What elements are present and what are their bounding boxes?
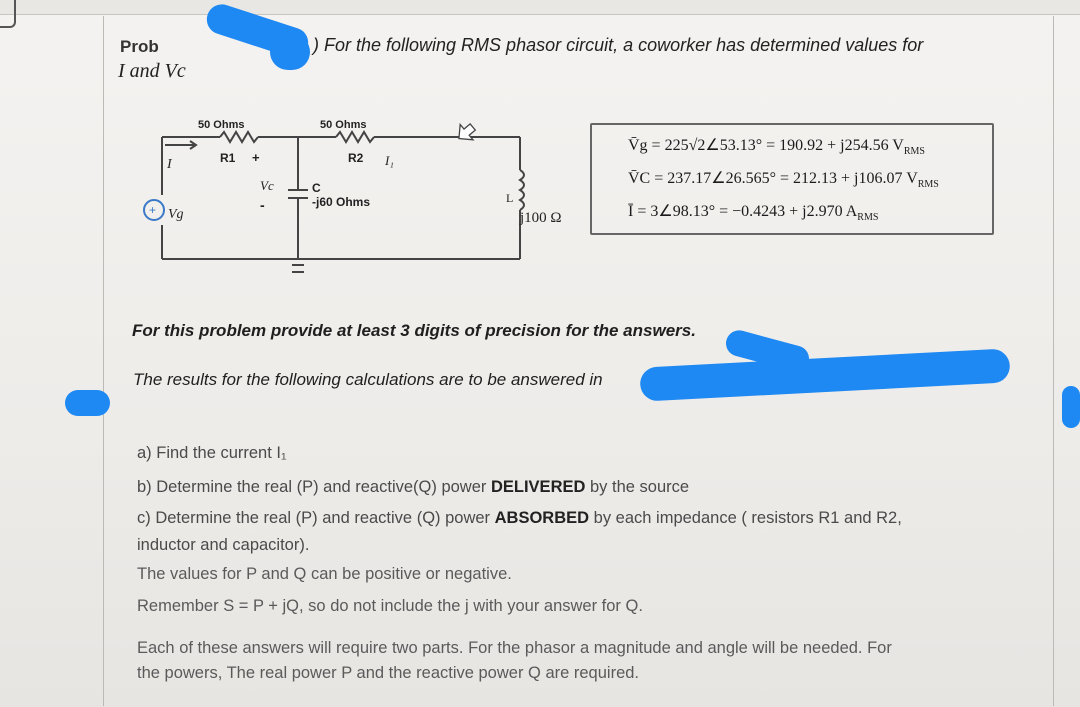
inductor-value: j100 Ω	[520, 210, 562, 226]
i-result: Ī = 3∠98.13° = −0.4243 + j2.970 $A_{RMS}$	[628, 203, 879, 224]
vc-label: Vc	[260, 178, 274, 193]
r1-value: 50 Ohms	[198, 119, 245, 131]
resistor-r2	[336, 132, 374, 142]
current-i1-label: I₁	[385, 153, 394, 168]
r2-value: 50 Ohms	[320, 119, 367, 131]
results-note: The results for the following calculations are to be answered in	[133, 370, 603, 389]
vg-result: V̄g = 225√2∠53.13° = 190.92 + j254.56 $V_{RMS}$	[628, 137, 925, 158]
redaction-mark-left	[65, 390, 110, 416]
capacitor-label: C	[312, 181, 321, 195]
current-i-label: I	[167, 157, 172, 172]
vc-minus-sign: -	[260, 197, 265, 213]
vc-plus-sign: +	[252, 150, 260, 165]
inductor-label: L	[506, 191, 514, 205]
inductor-l	[520, 170, 524, 210]
page-corner	[0, 0, 16, 28]
remember-note: Remember S = P + jQ, so do not include the j with your answer for Q.	[137, 597, 643, 615]
redaction-mark-top-tail	[270, 34, 310, 70]
vg-label: Vg	[168, 207, 184, 222]
question-b: b) Determine the real (P) and reactive(Q) power DELIVERED by the source	[137, 478, 690, 496]
unknowns-label: I and Vc	[118, 60, 186, 82]
capacitor-value: -j60 Ohms	[312, 195, 371, 209]
top-edge	[0, 0, 1080, 15]
problem-intro: ) For the following RMS phasor circuit, a coworker has determined values for	[313, 35, 924, 55]
question-a: a) Find the current I₁	[137, 444, 287, 462]
redaction-mark-edge	[1062, 386, 1080, 428]
results-box	[590, 123, 994, 235]
vc-result: V̄C = 237.17∠26.565° = 212.13 + j106.07 $V_{RMS}$	[628, 170, 939, 191]
circuit-diagram	[140, 110, 560, 295]
resistor-r1	[220, 132, 258, 142]
question-c: c) Determine the real (P) and reactive (Q) power ABSORBED by each impedance ( resistors R1 and R2,	[137, 509, 902, 527]
two-parts-note-line2: the powers, The real power P and the reactive power Q are required.	[137, 664, 640, 682]
r2-label: R2	[348, 151, 364, 165]
pq-sign-note: The values for P and Q can be positive or negative.	[137, 565, 512, 583]
two-parts-note-line1: Each of these answers will require two parts. For the phasor a magnitude and angle will be needed. For	[137, 639, 892, 657]
r1-label: R1	[220, 151, 236, 165]
problem-label: Prob	[120, 37, 159, 56]
cursor-icon	[453, 119, 480, 146]
question-c-continued: inductor and capacitor).	[137, 536, 310, 554]
precision-note: For this problem provide at least 3 digits of precision for the answers.	[132, 321, 696, 340]
svg-text:+: +	[149, 203, 157, 217]
